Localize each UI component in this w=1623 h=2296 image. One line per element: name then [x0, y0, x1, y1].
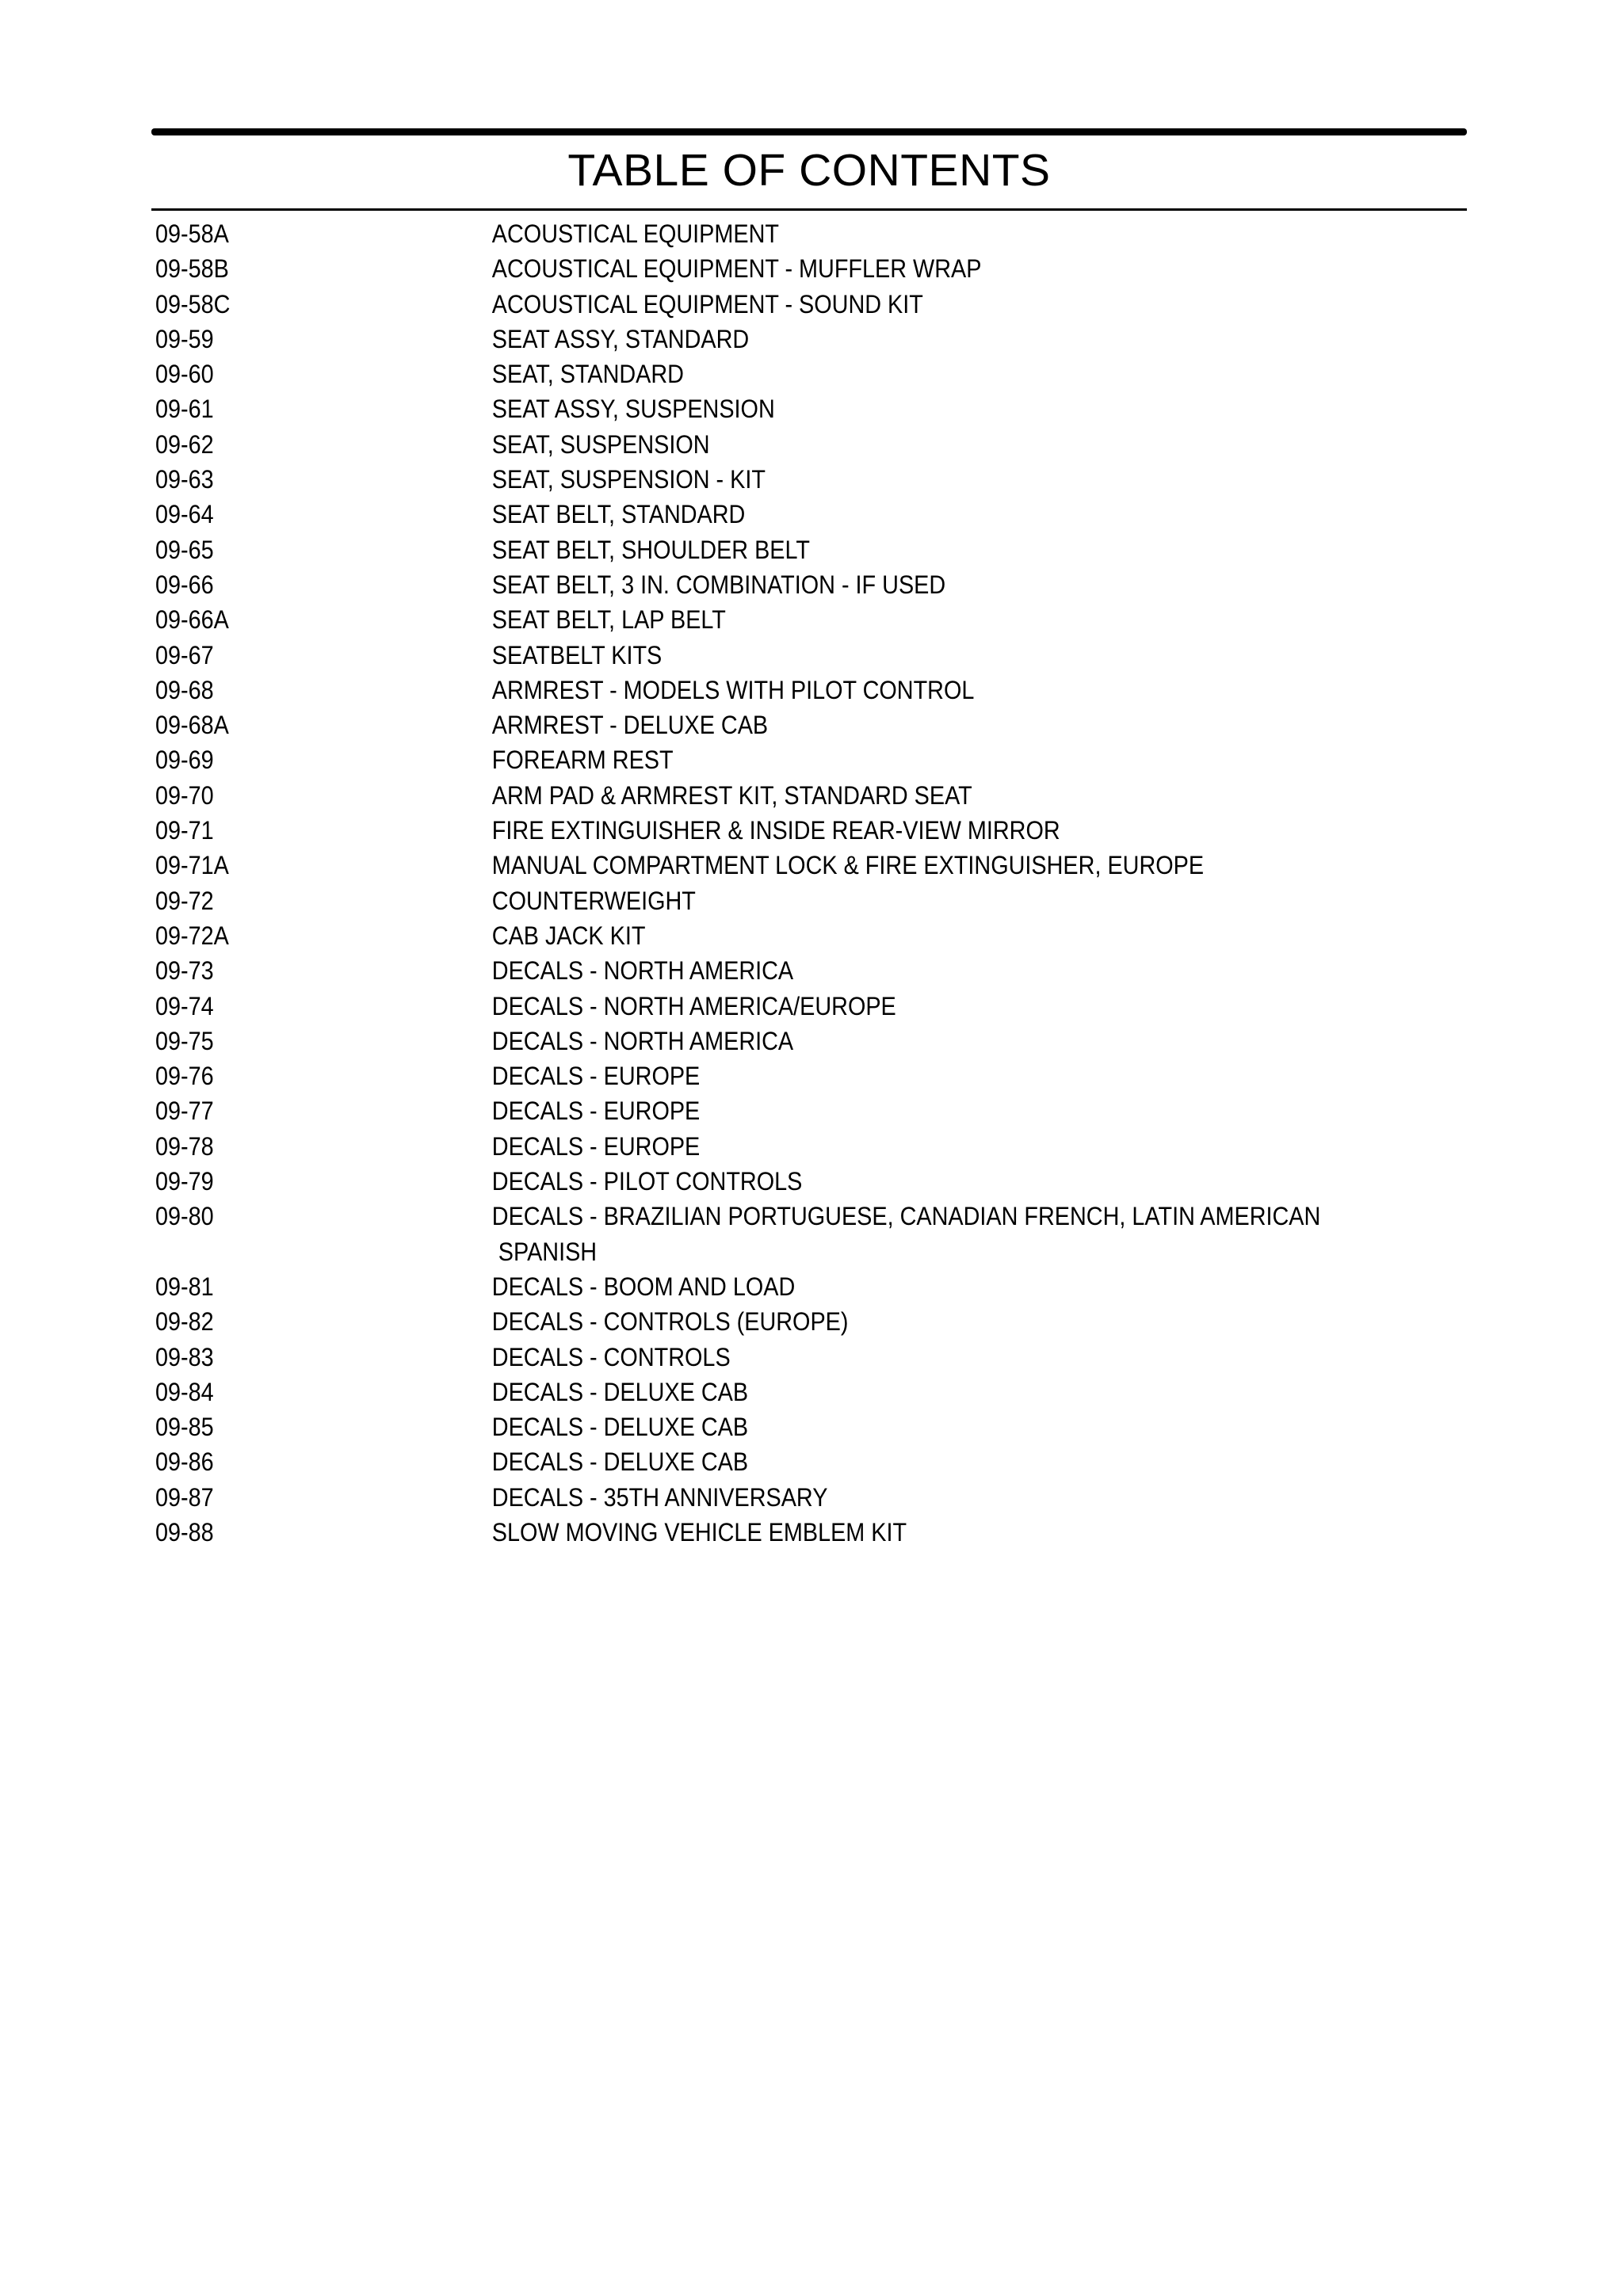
toc-entry[interactable]	[155, 1515, 1461, 1550]
toc-entry-code: 09-73	[155, 956, 214, 986]
toc-entry-title: ARM PAD & ARMREST KIT, STANDARD SEAT	[491, 780, 972, 810]
toc-entry[interactable]	[155, 497, 1461, 532]
toc-entry[interactable]	[155, 1444, 1461, 1479]
toc-entry-code: 09-61	[155, 395, 214, 424]
toc-entry[interactable]	[155, 742, 1461, 777]
toc-entry-title: ARMREST - MODELS WITH PILOT CONTROL	[491, 675, 975, 704]
toc-entry-title: SEAT BELT, SHOULDER BELT	[491, 535, 810, 564]
toc-entry-title: ACOUSTICAL EQUIPMENT - MUFFLER WRAP	[491, 254, 982, 284]
toc-entry-code: 09-88	[155, 1517, 214, 1547]
toc-entry[interactable]	[155, 462, 1461, 497]
toc-entry-title: SEAT BELT, 3 IN. COMBINATION - IF USED	[491, 570, 946, 599]
toc-entry[interactable]	[155, 883, 1461, 918]
toc-entry-code: 09-65	[155, 535, 214, 564]
toc-entry[interactable]	[155, 813, 1461, 848]
toc-entry-code: 09-64	[155, 500, 214, 529]
toc-entry-code: 09-63	[155, 465, 214, 494]
toc-entry[interactable]	[155, 602, 1461, 637]
toc-entry-title: SEAT, STANDARD	[491, 360, 684, 389]
toc-entry[interactable]	[155, 707, 1461, 742]
toc-entry-title: ACOUSTICAL EQUIPMENT - SOUND KIT	[491, 289, 923, 318]
toc-entry[interactable]	[155, 1024, 1461, 1058]
toc-entry-title: DECALS - NORTH AMERICA	[491, 956, 794, 986]
top-rule	[151, 128, 1467, 135]
toc-entry-code: 09-74	[155, 991, 214, 1020]
toc-entry-title: ACOUSTICAL EQUIPMENT	[491, 219, 779, 248]
toc-entry-title: SEAT ASSY, STANDARD	[491, 324, 750, 353]
toc-entry-code: 09-82	[155, 1307, 214, 1337]
toc-entry-code: 09-78	[155, 1131, 214, 1161]
toc-entry[interactable]	[155, 1409, 1461, 1444]
toc-entry-code: 09-83	[155, 1342, 214, 1371]
toc-entry-code: 09-80	[155, 1202, 214, 1231]
toc-entry-title: SLOW MOVING VEHICLE EMBLEM KIT	[491, 1517, 907, 1547]
toc-entry[interactable]	[155, 1304, 1461, 1339]
toc-entry-title: COUNTERWEIGHT	[491, 886, 696, 915]
toc-entry-code: 09-68	[155, 675, 214, 704]
toc-entry-code: 09-60	[155, 360, 214, 389]
toc-entry[interactable]	[155, 1269, 1461, 1304]
toc-entry[interactable]	[155, 357, 1461, 391]
toc-entry-code: 09-75	[155, 1026, 214, 1055]
toc-entry[interactable]	[155, 673, 1461, 707]
toc-entry[interactable]	[155, 1093, 1461, 1128]
toc-entry[interactable]	[155, 1058, 1461, 1093]
toc-entry-code: 09-62	[155, 429, 214, 459]
toc-entry-code: 09-59	[155, 324, 214, 353]
toc-entry[interactable]	[155, 216, 1461, 251]
toc-entry-code: 09-87	[155, 1482, 214, 1512]
toc-entry-code: 09-86	[155, 1447, 214, 1477]
toc-entry-title: DECALS - NORTH AMERICA	[491, 1026, 794, 1055]
toc-entry[interactable]	[155, 287, 1461, 322]
toc-entry-code: 09-71A	[155, 851, 229, 880]
toc-entry-code: 09-67	[155, 640, 214, 669]
toc-entry-title: DECALS - CONTROLS	[491, 1342, 731, 1371]
toc-entry[interactable]	[155, 1199, 1461, 1269]
toc-entry[interactable]	[155, 1480, 1461, 1515]
toc-entry-code: 09-77	[155, 1097, 214, 1126]
toc-entry-title: DECALS - BOOM AND LOAD	[491, 1272, 796, 1301]
toc-entry[interactable]	[155, 391, 1461, 426]
toc-entry[interactable]	[155, 953, 1461, 988]
toc-entry-title: SEATBELT KITS	[491, 640, 663, 669]
toc-entry-title: DECALS - PILOT CONTROLS	[491, 1167, 803, 1196]
toc-entry[interactable]	[155, 848, 1461, 883]
toc-entry-title: DECALS - NORTH AMERICA/EUROPE	[491, 991, 896, 1020]
toc-entry[interactable]	[155, 1164, 1461, 1199]
toc-entry[interactable]	[155, 918, 1461, 953]
toc-entry-title: SEAT BELT, LAP BELT	[491, 605, 726, 635]
toc-entry-code: 09-58B	[155, 254, 229, 284]
toc-entry-title: DECALS - DELUXE CAB	[491, 1447, 749, 1477]
toc-entry[interactable]	[155, 251, 1461, 286]
toc-entry-code: 09-66	[155, 570, 214, 599]
toc-entry-title: DECALS - EUROPE	[491, 1062, 701, 1091]
toc-entry[interactable]	[155, 1129, 1461, 1164]
toc-entry-title: CAB JACK KIT	[491, 921, 646, 950]
toc-entry[interactable]	[155, 1375, 1461, 1409]
toc-entry-code: 09-70	[155, 780, 214, 810]
toc-entry-title: DECALS - DELUXE CAB	[491, 1377, 749, 1406]
toc-entry-title: SEAT ASSY, SUSPENSION	[491, 395, 775, 424]
toc-entry-title: SEAT BELT, STANDARD	[491, 500, 746, 529]
toc-entry[interactable]	[155, 1340, 1461, 1375]
toc-entry-title: FIRE EXTINGUISHER & INSIDE REAR-VIEW MIRROR	[491, 816, 1060, 845]
toc-entry-code: 09-81	[155, 1272, 214, 1301]
toc-entry-title: DECALS - 35TH ANNIVERSARY	[491, 1482, 828, 1512]
toc-entry[interactable]	[155, 989, 1461, 1024]
toc-entry-code: 09-69	[155, 746, 214, 775]
toc-list	[155, 216, 1463, 1550]
toc-entry-title: SEAT, SUSPENSION	[491, 429, 710, 459]
toc-entry-code: 09-66A	[155, 605, 229, 635]
toc-entry-title: DECALS - EUROPE	[491, 1131, 701, 1161]
toc-entry-title: FOREARM REST	[491, 746, 674, 775]
toc-entry-code: 09-71	[155, 816, 214, 845]
page-title: TABLE OF CONTENTS	[567, 145, 1051, 196]
toc-entry[interactable]	[155, 638, 1461, 673]
toc-entry[interactable]	[155, 322, 1461, 357]
toc-entry-title: SEAT, SUSPENSION - KIT	[491, 465, 766, 494]
toc-entry-code: 09-79	[155, 1167, 214, 1196]
toc-entry-code: 09-85	[155, 1413, 214, 1442]
toc-entry[interactable]	[155, 532, 1461, 567]
toc-entry-title: MANUAL COMPARTMENT LOCK & FIRE EXTINGUISHER, EUROPE	[491, 851, 1205, 880]
toc-entry-code: 09-58A	[155, 219, 229, 248]
toc-entry[interactable]	[155, 427, 1461, 462]
toc-entry[interactable]	[155, 778, 1461, 813]
toc-entry-code: 09-68A	[155, 711, 229, 740]
toc-entry-title: DECALS - EUROPE	[491, 1097, 701, 1126]
title-rule	[151, 208, 1467, 211]
toc-entry[interactable]	[155, 567, 1461, 602]
toc-entry-title: DECALS - BRAZILIAN PORTUGUESE, CANADIAN FRENCH, LATIN AMERICAN SPANISH	[491, 1202, 1321, 1266]
toc-entry-title: DECALS - CONTROLS (EUROPE)	[491, 1307, 849, 1337]
toc-entry-code: 09-58C	[155, 289, 231, 318]
toc-entry-title: ARMREST - DELUXE CAB	[491, 711, 769, 740]
toc-entry-title: DECALS - DELUXE CAB	[491, 1413, 749, 1442]
toc-entry-code: 09-84	[155, 1377, 214, 1406]
toc-entry-code: 09-76	[155, 1062, 214, 1091]
toc-entry-code: 09-72	[155, 886, 214, 915]
toc-entry-code: 09-72A	[155, 921, 229, 950]
